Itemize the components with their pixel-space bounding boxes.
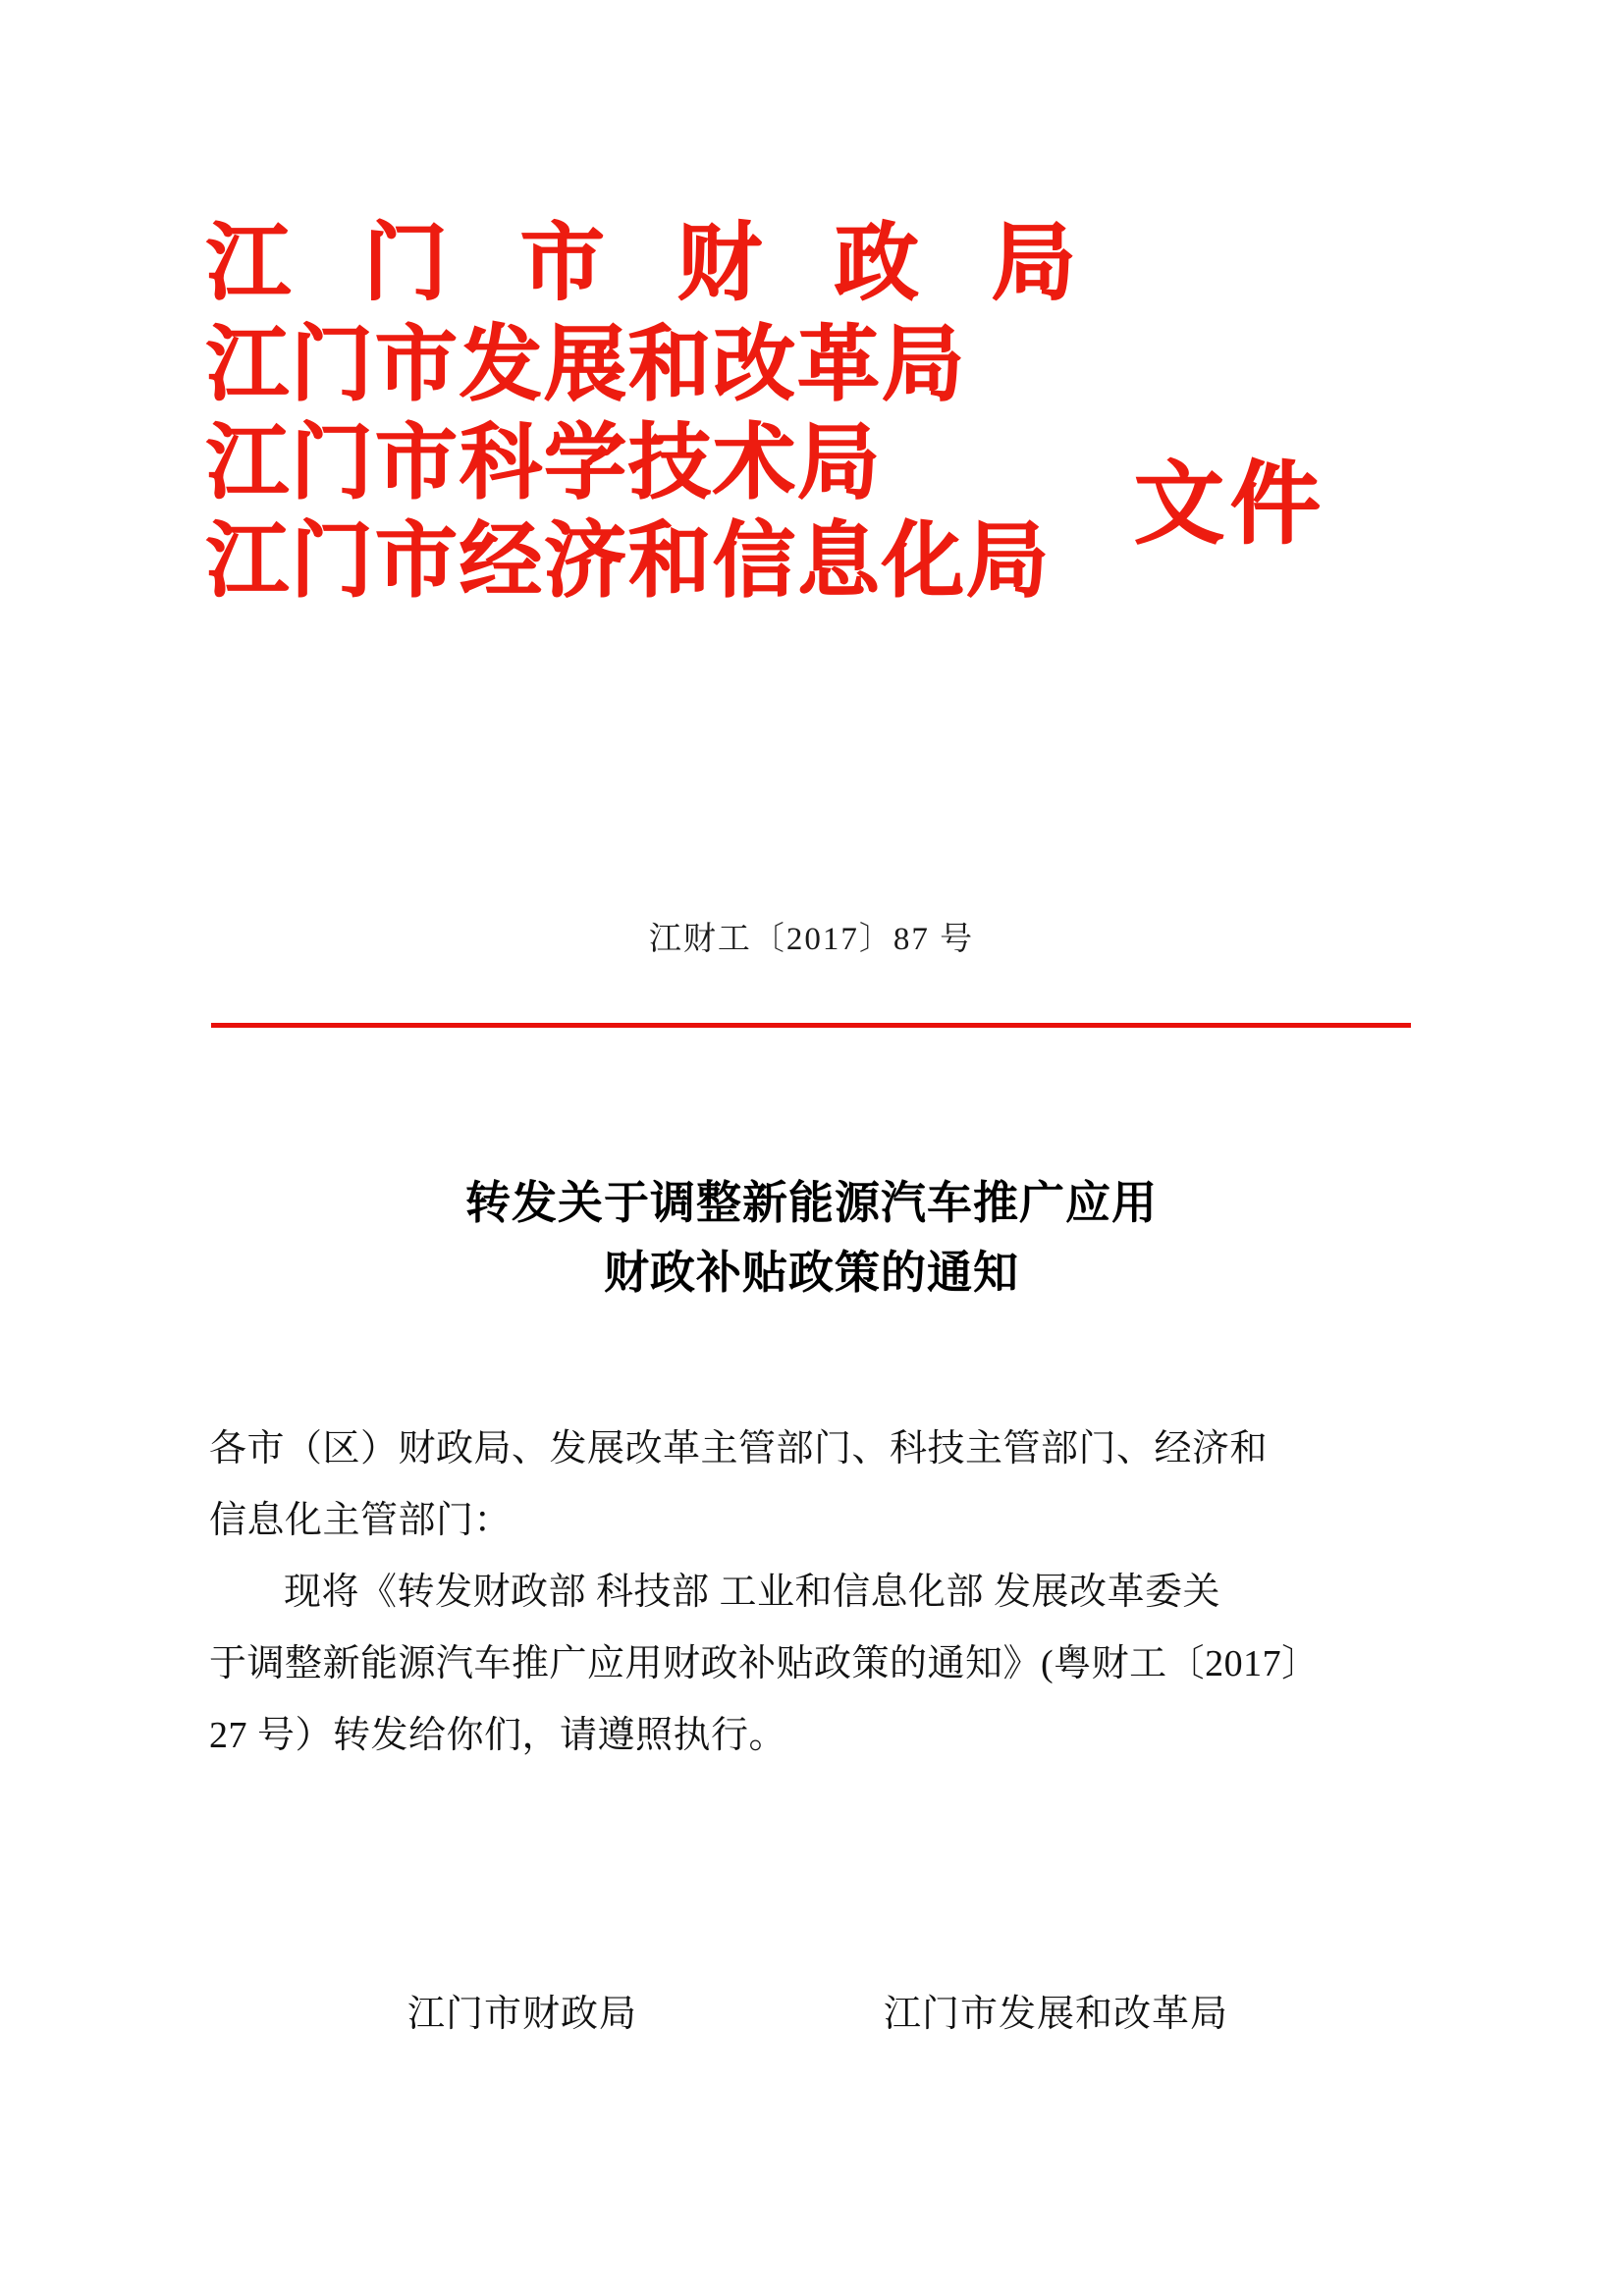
body-paragraph-line-1: 现将《转发财政部 科技部 工业和信息化部 发展改革委关 — [284, 1571, 1221, 1613]
red-separator-rule — [211, 1023, 1411, 1028]
addressee-line-1: 各市（区）财政局、发展改革主管部门、科技主管部门、经济和 — [209, 1428, 1269, 1469]
page-title — [0, 1168, 1623, 1308]
document-number: 江财工〔2017〕87 号 — [648, 922, 975, 957]
document-word-label: 文件 — [1134, 451, 1327, 557]
signature-left: 江门市财政局 — [407, 1994, 638, 2035]
signature-right: 江门市发展和改革局 — [884, 1994, 1229, 2035]
issuing-organization-3: 江门市科学技术局 — [206, 413, 883, 510]
body-paragraph-line-2: 于调整新能源汽车推广应用财政补贴政策的通知》(粤财工〔2017〕 — [209, 1642, 1320, 1684]
issuing-organizations — [206, 213, 1098, 617]
addressee-line-2: 信息化主管部门： — [209, 1499, 513, 1541]
issuing-organization-4: 江门市经济和信息化局 — [206, 511, 1052, 609]
page-title-line-1: 转发关于调整新能源汽车推广应用 — [465, 1176, 1158, 1229]
issuing-organization-1: 江 门 市 财 政 局 — [206, 213, 1098, 312]
page-title-line-2: 财政补贴政策的通知 — [604, 1246, 1019, 1300]
letterhead — [0, 213, 1623, 869]
body-paragraph-line-3: 27 号）转发给你们，请遵照执行。 — [209, 1714, 787, 1756]
issuing-organization-2: 江门市发展和改革局 — [206, 315, 967, 412]
document-body — [209, 1414, 1417, 1772]
